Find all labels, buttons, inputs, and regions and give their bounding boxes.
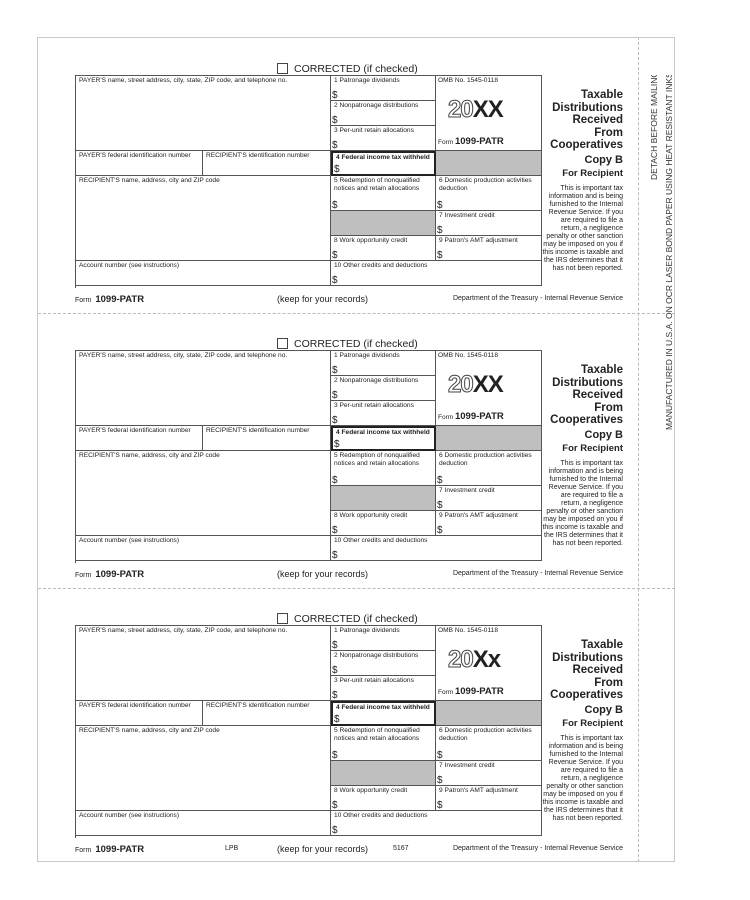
corrected-checkbox[interactable] [277, 338, 288, 349]
box10-other-credits[interactable] [331, 811, 542, 836]
box5-redemption[interactable] [331, 451, 436, 486]
box9-label: 9 Patron's AMT adjustment [439, 787, 518, 794]
title-box [541, 75, 623, 155]
payer-id-label: PAYER'S federal identification number [79, 152, 191, 159]
for-recipient-label: For Recipient [562, 718, 623, 729]
box3-label: 3 Per-unit retain allocations [334, 677, 414, 684]
box2-nonpatronage[interactable] [331, 376, 436, 401]
form-1099-patr [75, 612, 623, 862]
payer-id-label: PAYER'S federal identification number [79, 702, 191, 709]
box4-label: 4 Federal income tax withheld [336, 704, 430, 711]
box10-label: 10 Other credits and deductions [334, 262, 428, 269]
shaded-cell [331, 486, 436, 511]
footer-form-id [75, 569, 144, 580]
recipient-id-label: RECIPIENT'S identification number [206, 152, 310, 159]
box7-label: 7 Investment credit [439, 487, 495, 494]
recipient-name-field[interactable] [76, 451, 331, 536]
dollar-sign: $ [332, 115, 338, 126]
title-box [541, 625, 623, 705]
recipient-id-field[interactable] [203, 426, 331, 451]
tax-year [448, 646, 500, 674]
dollar-sign: $ [332, 690, 338, 701]
account-number-field[interactable] [76, 261, 331, 286]
box2-nonpatronage[interactable] [331, 101, 436, 126]
tax-year-outline: 20 [448, 371, 473, 398]
footer-form-number: 1099-PATR [95, 294, 145, 305]
box2-label: 2 Nonpatronage distributions [334, 377, 419, 384]
footer-form-id [75, 844, 144, 855]
copy-label: Copy B [584, 429, 623, 441]
tax-year [448, 371, 503, 399]
recipient-name-label: RECIPIENT'S name, address, city and ZIP code [79, 177, 220, 184]
box7-investment-credit[interactable] [436, 486, 542, 511]
dollar-sign: $ [332, 800, 338, 811]
box3-per-unit[interactable] [331, 126, 436, 151]
dollar-sign: $ [437, 525, 443, 536]
dollar-sign: $ [334, 164, 340, 175]
corrected-checkbox-area[interactable] [277, 62, 418, 75]
form-number: 1099-PATR [454, 686, 504, 697]
recipient-name-label: RECIPIENT'S name, address, city and ZIP code [79, 727, 220, 734]
dollar-sign: $ [332, 390, 338, 401]
manufactured-text: MANUFACTURED IN U.S.A. ON OCR LASER BOND PAPER USING HEAT RESISTANT INKS [664, 75, 674, 430]
box10-label: 10 Other credits and deductions [334, 537, 428, 544]
corrected-checkbox-area[interactable] [277, 612, 418, 625]
box9-amt-adjustment[interactable] [436, 236, 542, 261]
dollar-sign: $ [332, 825, 338, 836]
box5-redemption[interactable] [331, 176, 436, 211]
box9-amt-adjustment[interactable] [436, 511, 542, 536]
keep-records-text: (keep for your records) [277, 844, 369, 854]
form-name-box [438, 686, 504, 697]
notice-text: This is important tax information and is being furnished to the Internal Revenue Service. If you are required to file a return, a negligence penalty or other sanction may be imposed on you if this income is taxable and the IRS determines that it has not been reported. [542, 460, 623, 547]
recipient-id-label: RECIPIENT'S identification number [206, 427, 310, 434]
dollar-sign: $ [332, 415, 338, 426]
payer-id-field[interactable] [76, 151, 203, 176]
recipient-name-label: RECIPIENT'S name, address, city and ZIP code [79, 452, 220, 459]
notice-text: This is important tax information and is being furnished to the Internal Revenue Service. If you are required to file a return, a negligence penalty or other sanction may be imposed on you if this income is taxable and the IRS determines that it has not been reported. [542, 185, 623, 272]
box9-label: 9 Patron's AMT adjustment [439, 237, 518, 244]
box1-label: 1 Patronage dividends [334, 77, 400, 84]
box2-nonpatronage[interactable] [331, 651, 436, 676]
tax-year-suffix: XX [472, 371, 503, 398]
footer-form-label: Form [75, 297, 92, 304]
recipient-id-label: RECIPIENT'S identification number [206, 702, 310, 709]
corrected-label: CORRECTED (if checked) [294, 337, 418, 350]
dollar-sign: $ [437, 750, 443, 761]
box3-label: 3 Per-unit retain allocations [334, 127, 414, 134]
form-footer [75, 569, 623, 581]
box5-redemption[interactable] [331, 726, 436, 761]
box3-per-unit[interactable] [331, 401, 436, 426]
box5-label: 5 Redemption of nonqualified notices and retain allocations [334, 177, 420, 192]
box4-federal-tax-withheld[interactable] [331, 151, 436, 176]
dollar-sign: $ [332, 275, 338, 286]
dollar-sign: $ [437, 500, 443, 511]
box10-other-credits[interactable] [331, 261, 542, 286]
keep-records-text: (keep for your records) [277, 569, 369, 579]
tax-year-outline: 20 [448, 96, 473, 123]
form-name-box [438, 136, 504, 147]
shaded-cell [331, 761, 436, 786]
account-label: Account number (see instructions) [79, 262, 180, 269]
box3-label: 3 Per-unit retain allocations [334, 402, 414, 409]
dollar-sign: $ [437, 475, 443, 486]
footer-form-number: 1099-PATR [95, 844, 145, 855]
dollar-sign: $ [332, 525, 338, 536]
box7-label: 7 Investment credit [439, 212, 495, 219]
box1-patronage-dividends[interactable] [331, 76, 436, 101]
form-footer [75, 294, 623, 306]
recipient-name-field[interactable] [76, 726, 331, 811]
form-label: Form [438, 414, 454, 421]
dollar-sign: $ [332, 640, 338, 651]
box8-work-opportunity[interactable] [331, 511, 436, 536]
dollar-sign: $ [437, 800, 443, 811]
box4-federal-tax-withheld[interactable] [331, 426, 436, 451]
form-title: Taxable Distributions Received From Cooperatives [550, 639, 623, 701]
department-text: Department of the Treasury - Internal Revenue Service [452, 845, 623, 852]
box4-federal-tax-withheld[interactable] [331, 701, 436, 726]
box9-amt-adjustment[interactable] [436, 786, 542, 811]
shaded-cell [436, 151, 542, 176]
payer-name-label: PAYER'S name, street address, city, state, ZIP code, and telephone no. [79, 627, 288, 634]
payer-name-label: PAYER'S name, street address, city, state, ZIP code, and telephone no. [79, 77, 288, 84]
box7-label: 7 Investment credit [439, 762, 495, 769]
box6-label: 6 Domestic production activities deduction [439, 177, 532, 192]
shaded-cell [436, 701, 542, 726]
form-1099-patr [75, 337, 623, 587]
account-number-field[interactable] [76, 536, 331, 561]
dollar-sign: $ [437, 225, 443, 236]
for-recipient-label: For Recipient [562, 168, 623, 179]
account-number-field[interactable] [76, 811, 331, 836]
payer-id-field[interactable] [76, 701, 203, 726]
copy-label: Copy B [584, 704, 623, 716]
recipient-name-field[interactable] [76, 176, 331, 261]
box7-investment-credit[interactable] [436, 211, 542, 236]
dollar-sign: $ [334, 439, 340, 450]
omb-number: OMB No. 1545-0118 [438, 627, 498, 634]
box7-investment-credit[interactable] [436, 761, 542, 786]
department-text: Department of the Treasury - Internal Revenue Service [452, 570, 623, 577]
form-number: 1099-PATR [454, 411, 504, 422]
horizontal-perforation [38, 313, 675, 314]
box8-label: 8 Work opportunity credit [334, 237, 408, 244]
tax-year-suffix: Xx [472, 646, 501, 673]
dollar-sign: $ [332, 200, 338, 211]
box5-label: 5 Redemption of nonqualified notices and retain allocations [334, 452, 420, 467]
detach-text: DETACH BEFORE MAILING [649, 75, 659, 180]
corrected-label: CORRECTED (if checked) [294, 62, 418, 75]
payer-id-label: PAYER'S federal identification number [79, 427, 191, 434]
for-recipient-label: For Recipient [562, 443, 623, 454]
side-margin-text [645, 75, 680, 435]
dollar-sign: $ [332, 140, 338, 151]
box1-label: 1 Patronage dividends [334, 627, 400, 634]
dollar-sign: $ [332, 250, 338, 261]
box6-domestic-production[interactable] [436, 726, 542, 761]
footer-form-label: Form [75, 847, 92, 854]
box1-patronage-dividends[interactable] [331, 351, 436, 376]
footer-form-number: 1099-PATR [95, 569, 145, 580]
box6-label: 6 Domestic production activities deduction [439, 452, 532, 467]
dollar-sign: $ [332, 365, 338, 376]
account-label: Account number (see instructions) [79, 812, 180, 819]
copy-label: Copy B [584, 154, 623, 166]
box2-label: 2 Nonpatronage distributions [334, 102, 419, 109]
payer-id-field[interactable] [76, 426, 203, 451]
dollar-sign: $ [437, 250, 443, 261]
keep-records-text: (keep for your records) [277, 294, 369, 304]
horizontal-perforation [38, 588, 675, 589]
recipient-id-field[interactable] [203, 701, 331, 726]
box3-per-unit[interactable] [331, 676, 436, 701]
box6-label: 6 Domestic production activities deduction [439, 727, 532, 742]
box1-label: 1 Patronage dividends [334, 352, 400, 359]
corrected-label: CORRECTED (if checked) [294, 612, 418, 625]
tax-year-outline: 20 [448, 646, 473, 673]
dollar-sign: $ [332, 90, 338, 101]
payer-name-field[interactable] [76, 351, 331, 426]
corrected-checkbox[interactable] [277, 63, 288, 74]
box10-label: 10 Other credits and deductions [334, 812, 428, 819]
dollar-sign: $ [334, 714, 340, 725]
box8-label: 8 Work opportunity credit [334, 512, 408, 519]
box6-domestic-production[interactable] [436, 176, 542, 211]
dollar-sign: $ [332, 750, 338, 761]
tax-year [448, 96, 503, 124]
box8-work-opportunity[interactable] [331, 236, 436, 261]
box8-label: 8 Work opportunity credit [334, 787, 408, 794]
box10-other-credits[interactable] [331, 536, 542, 561]
title-box [541, 350, 623, 430]
copy-b-section [541, 152, 623, 273]
form-title: Taxable Distributions Received From Cooperatives [550, 364, 623, 426]
shaded-cell [436, 426, 542, 451]
footer-form-id [75, 294, 144, 305]
payer-name-field[interactable] [76, 76, 331, 151]
corrected-checkbox[interactable] [277, 613, 288, 624]
form-label: Form [438, 689, 454, 696]
form-label: Form [438, 139, 454, 146]
tax-year-suffix: XX [472, 96, 503, 123]
department-text: Department of the Treasury - Internal Revenue Service [452, 295, 623, 302]
form-code: 5167 [393, 845, 409, 852]
dollar-sign: $ [437, 775, 443, 786]
form-1099-patr [75, 62, 623, 312]
form-title: Taxable Distributions Received From Cooperatives [550, 89, 623, 151]
dollar-sign: $ [332, 665, 338, 676]
vertical-perforation [638, 37, 639, 862]
footer-form-label: Form [75, 572, 92, 579]
notice-text: This is important tax information and is being furnished to the Internal Revenue Service. If you are required to file a return, a negligence penalty or other sanction may be imposed on you if this income is taxable and the IRS determines that it has not been reported. [542, 735, 623, 822]
omb-number: OMB No. 1545-0118 [438, 352, 498, 359]
dollar-sign: $ [332, 475, 338, 486]
dollar-sign: $ [332, 550, 338, 561]
shaded-cell [331, 211, 436, 236]
box1-patronage-dividends[interactable] [331, 626, 436, 651]
box6-domestic-production[interactable] [436, 451, 542, 486]
corrected-checkbox-area[interactable] [277, 337, 418, 350]
copy-b-section [541, 427, 623, 548]
dollar-sign: $ [437, 200, 443, 211]
recipient-id-field[interactable] [203, 151, 331, 176]
box4-label: 4 Federal income tax withheld [336, 429, 430, 436]
payer-name-field[interactable] [76, 626, 331, 701]
form-number: 1099-PATR [454, 136, 504, 147]
payer-name-label: PAYER'S name, street address, city, state, ZIP code, and telephone no. [79, 352, 288, 359]
form-name-box [438, 411, 504, 422]
box4-label: 4 Federal income tax withheld [336, 154, 430, 161]
box5-label: 5 Redemption of nonqualified notices and retain allocations [334, 727, 420, 742]
account-label: Account number (see instructions) [79, 537, 180, 544]
omb-number: OMB No. 1545-0118 [438, 77, 498, 84]
box2-label: 2 Nonpatronage distributions [334, 652, 419, 659]
box9-label: 9 Patron's AMT adjustment [439, 512, 518, 519]
form-footer [75, 844, 623, 856]
copy-b-section [541, 702, 623, 823]
box8-work-opportunity[interactable] [331, 786, 436, 811]
lpb-code: LPB [225, 845, 239, 852]
